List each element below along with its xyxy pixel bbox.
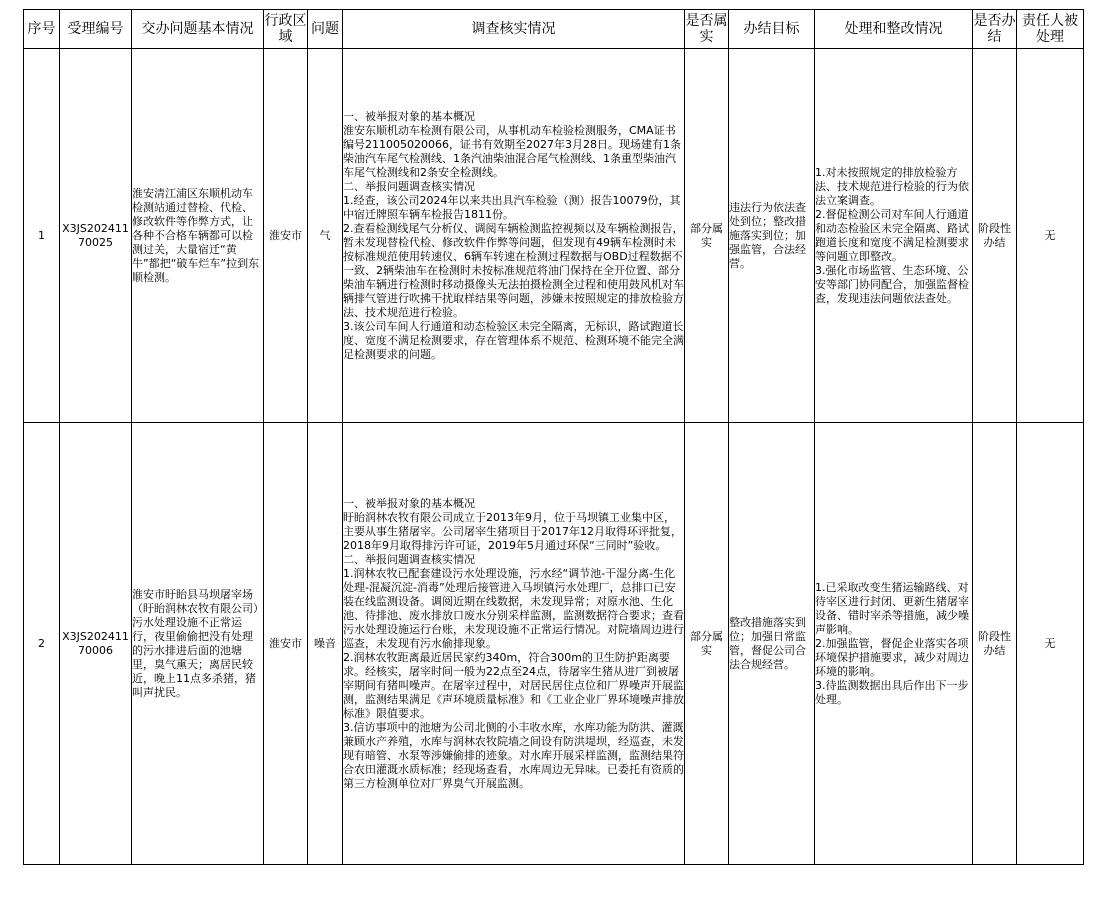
cell-accountability: 无 <box>1017 49 1084 423</box>
cell-issue: 气 <box>308 49 343 423</box>
header-goal: 办结目标 <box>729 10 815 49</box>
header-completed: 是否办结 <box>973 10 1017 49</box>
cell-seq: 1 <box>24 49 60 423</box>
cell-completed: 阶段性办结 <box>973 49 1017 423</box>
cell-investigation: 一、被举报对象的基本概况 淮安东顺机动车检测有限公司，从事机动车检验检测服务，CMA证书编号211005020066，证书有效期至2027年3月28日。现场建有1条柴油汽车尾气检测线、1条汽油柴油混合尾气检测线、1条重型柴油汽车尾气检测线和2条安全检测线。 二、举报问题调查核实情况 1.经查，该公司2024年以来共出具汽车检验（测）报告10079份，其中宿迁牌照车辆车检报告1811份。 2.查看检测线尾气分析仪、调阅车辆检测监控视频以及车辆检测报告，暂未发现替检代检、修改软件作弊等问题，但发现有49辆车检测时未按标准规范使用转速仪、6辆车转速在检测过程数据与OBD过程数据不一致、2辆柴油车在检测时未按标准规范将油门保持在全开位置、部分柴油车辆进行检测时移动摄像头无法拍摄检测全过程和使用鼓风机对车辆排气管进行吹拂干扰取样结果等问题，涉嫌未按照规定的排放检验方法、技术规范进行检验。 3.该公司车间人行通道和动态检验区未完全隔离，无标识，路试跑道长度、宽度不满足检测要求，存在管理体系不规范、检测环境不能完全满足检测要求的问题。 <box>343 49 685 423</box>
header-accept-no: 受理编号 <box>60 10 132 49</box>
cell-accept-no: X3JS20241170025 <box>60 49 132 423</box>
cell-handling: 1.已采取改变生猪运输路线、对待宰区进行封闭、更新生猪屠宰设备、错时宰杀等措施，减少噪声影响。 2.加强监管，督促企业落实各项环境保护措施要求，减少对周边环境的影响。 3.待监测数据出具后作出下一步处理。 <box>815 423 973 865</box>
table-row <box>24 423 1084 865</box>
header-accountability: 责任人被处理 <box>1017 10 1084 49</box>
cell-handling: 1.对未按照规定的排放检验方法、技术规范进行检验的行为依法立案调查。 2.督促检测公司对车间人行通道和动态检验区未完全隔离、路试跑道长度和宽度不满足检测要求等问题立即整改。 3.强化市场监管、生态环境、公安等部门协同配合，加强监督检查，发现违法问题依法查处。 <box>815 49 973 423</box>
cell-summary: 淮安市盱眙县马坝屠宰场（盱眙润林农牧有限公司）污水处理设施不正常运行，夜里偷偷把没有处理的污水排进后面的池塘里，臭气熏天；离居民较近，晚上11点多杀猪，猪叫声扰民。 <box>132 423 264 865</box>
header-issue: 问题 <box>308 10 343 49</box>
cell-accountability: 无 <box>1017 423 1084 865</box>
cell-issue: 噪音 <box>308 423 343 865</box>
table-header-row <box>24 10 1084 49</box>
header-verified: 是否属实 <box>685 10 729 49</box>
header-seq: 序号 <box>24 10 60 49</box>
cell-seq: 2 <box>24 423 60 865</box>
cell-goal: 整改措施落实到位；加强日常监管，督促公司合法合规经营。 <box>729 423 815 865</box>
cell-region: 淮安市 <box>264 423 308 865</box>
header-handling: 处理和整改情况 <box>815 10 973 49</box>
header-region: 行政区域 <box>264 10 308 49</box>
cell-accept-no: X3JS20241170006 <box>60 423 132 865</box>
table-row <box>24 49 1084 423</box>
cell-goal: 违法行为依法查处到位；整改措施落实到位；加强监管，合法经营。 <box>729 49 815 423</box>
cell-investigation: 一、被举报对象的基本概况 盱眙润林农牧有限公司成立于2013年9月，位于马坝镇工业集中区，主要从事生猪屠宰。公司屠宰生猪项目于2017年12月取得环评批复，2018年9月取得排污许可证，2019年5月通过环保“三同时”验收。 二、举报问题调查核实情况 1.润林农牧已配套建设污水处理设施，污水经“调节池-干湿分离-生化处理-混凝沉淀-消毒”处理后接管进入马坝镇污水处理厂，总排口已安装在线监测设备。调阅近期在线数据，未发现异常；对原水池、生化池、待排池、废水排放口废水分别采样监测，监测数据符合要求；查看污水处理设施运行台账，未发现设施不正常运行情况。对院墙周边进行巡查，未发现有污水偷排现象。 2.润林农牧距离最近居民家约340m，符合300m的卫生防护距离要求。经核实，屠宰时间一般为22点至24点，待屠宰生猪从进厂到被屠宰期间有猪叫噪声。在屠宰过程中，对居民居住点位和厂界噪声开展监测，监测结果满足《声环境质量标准》和《工业企业厂界环境噪声排放标准》限值要求。 3.信访事项中的池塘为公司北侧的小丰收水库，水库功能为防洪、灌溉兼顾水产养殖，水库与润林农牧院墙之间设有防洪堤坝，经巡查，未发现有暗管、水泵等涉嫌偷排的迹象。对水库开展采样监测，监测结果符合农田灌溉水质标准；经现场查看，水库周边无异味。已委托有资质的第三方检测单位对厂界臭气开展监测。 <box>343 423 685 865</box>
cell-region: 淮安市 <box>264 49 308 423</box>
cell-verified: 部分属实 <box>685 423 729 865</box>
header-summary: 交办问题基本情况 <box>132 10 264 49</box>
header-investigation: 调查核实情况 <box>343 10 685 49</box>
cell-completed: 阶段性办结 <box>973 423 1017 865</box>
cell-verified: 部分属实 <box>685 49 729 423</box>
cell-summary: 淮安清江浦区东顺机动车检测站通过替检、代检、修改软件等作弊方式，让各种不合格车辆都可以检测过关，大量宿迁“黄牛”都把“破车烂车”拉到东顺检测。 <box>132 49 264 423</box>
complaint-report-table <box>23 9 1084 865</box>
